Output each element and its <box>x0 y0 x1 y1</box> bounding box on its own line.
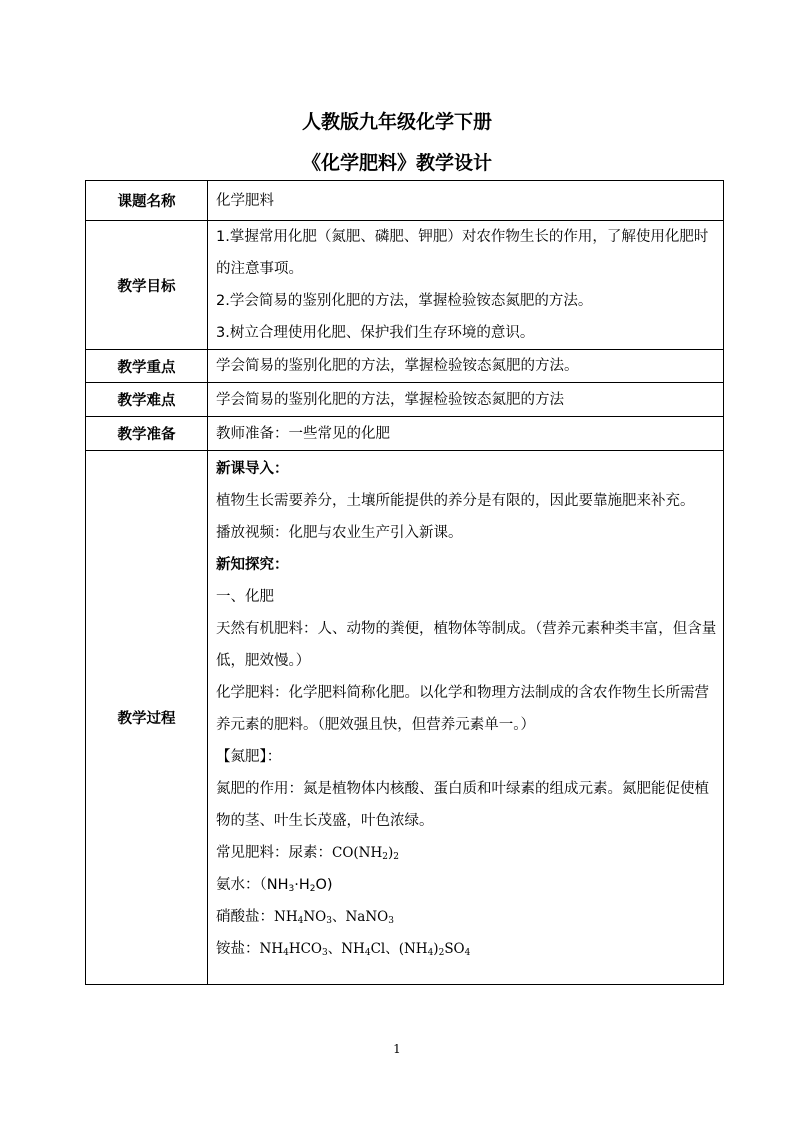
row-content-topic: 化学肥料 <box>208 181 724 221</box>
row-label-difficulties: 教学难点 <box>86 383 208 417</box>
table-row <box>86 221 724 350</box>
row-content-objectives <box>208 221 724 350</box>
ammonium-prefix: 铵盐： <box>216 941 260 957</box>
intro-text: 植物生长需要养分，土壤所能提供的养分是有限的，因此要靠施肥来补充。 <box>216 493 695 509</box>
objective-item-1: 1.掌握常用化肥（氮肥、磷肥、钾肥）对农作物生长的作用，了解使用化肥时的注意事项。 <box>216 229 709 277</box>
natural-fertilizer-text: 天然有机肥料：人、动物的粪便，植物体等制成。（营养元素种类丰富，但含量低，肥效慢。） <box>216 621 717 669</box>
table-row <box>86 181 724 221</box>
table-row <box>86 383 724 417</box>
explore-heading: 新知探究： <box>216 557 289 573</box>
urea-line <box>216 837 717 869</box>
row-label-topic: 课题名称 <box>86 181 208 221</box>
urea-prefix: 常见肥料：尿素： <box>216 845 332 861</box>
nitrate-formulas: $NH_4NO_3$、NaNO$_3$ <box>274 909 394 926</box>
row-content-key-points: 学会简易的鉴别化肥的方法，掌握检验铵态氮肥的方法。 <box>208 350 724 383</box>
row-content-preparation: 教师准备：一些常见的化肥 <box>208 417 724 451</box>
ammonia-line: 氨水：$(NH_3\cdot H_2O)$ <box>216 877 333 894</box>
objective-item-3: 3.树立合理使用化肥、保护我们生存环境的意识。 <box>216 325 535 341</box>
urea-formula: $CO(NH_2)_2$ <box>332 845 399 862</box>
nitrate-line <box>216 901 717 933</box>
row-label-process: 教学过程 <box>86 451 208 985</box>
row-content-process <box>208 451 724 985</box>
chemical-fertilizer-text: 化学肥料：化学肥料简称化肥。以化学和物理方法制成的含农作物生长所需营养元素的肥料。（肥效强且快，但营养元素单一。） <box>216 685 709 733</box>
table-row <box>86 350 724 383</box>
row-content-difficulties: 学会简易的鉴别化肥的方法，掌握检验铵态氮肥的方法 <box>208 383 724 417</box>
table-row <box>86 417 724 451</box>
nitrate-prefix: 硝酸盐： <box>216 909 274 925</box>
lesson-plan-table <box>85 180 724 985</box>
nitrogen-role-text: 氮肥的作用：氮是植物体内核酸、蛋白质和叶绿素的组成元素。氮肥能促使植物的茎、叶生长茂盛，叶色浓绿。 <box>216 781 709 829</box>
video-text: 播放视频：化肥与农业生产引入新课。 <box>216 525 463 541</box>
row-label-objectives: 教学目标 <box>86 221 208 350</box>
ammonium-line <box>216 933 717 965</box>
ammonium-formulas: $NH_4HCO_3$、$NH_4Cl$、$(NH_4)_2SO_4$ <box>259 941 471 958</box>
row-label-preparation: 教学准备 <box>86 417 208 451</box>
ammonia-prefix: 氨水：（NH <box>216 877 289 893</box>
section-heading-fertilizer: 一、化肥 <box>216 589 274 605</box>
document-subtitle: 《化学肥料》教学设计 <box>301 152 492 174</box>
table-row <box>86 451 724 985</box>
intro-heading: 新课导入： <box>216 461 289 477</box>
nitrogen-heading: 【氮肥】： <box>216 749 282 765</box>
objective-item-2: 2.学会简易的鉴别化肥的方法，掌握检验铵态氮肥的方法。 <box>216 293 593 309</box>
row-label-key-points: 教学重点 <box>86 350 208 383</box>
document-title: 人教版九年级化学下册 <box>301 111 492 133</box>
page-number: 1 <box>393 1042 401 1056</box>
